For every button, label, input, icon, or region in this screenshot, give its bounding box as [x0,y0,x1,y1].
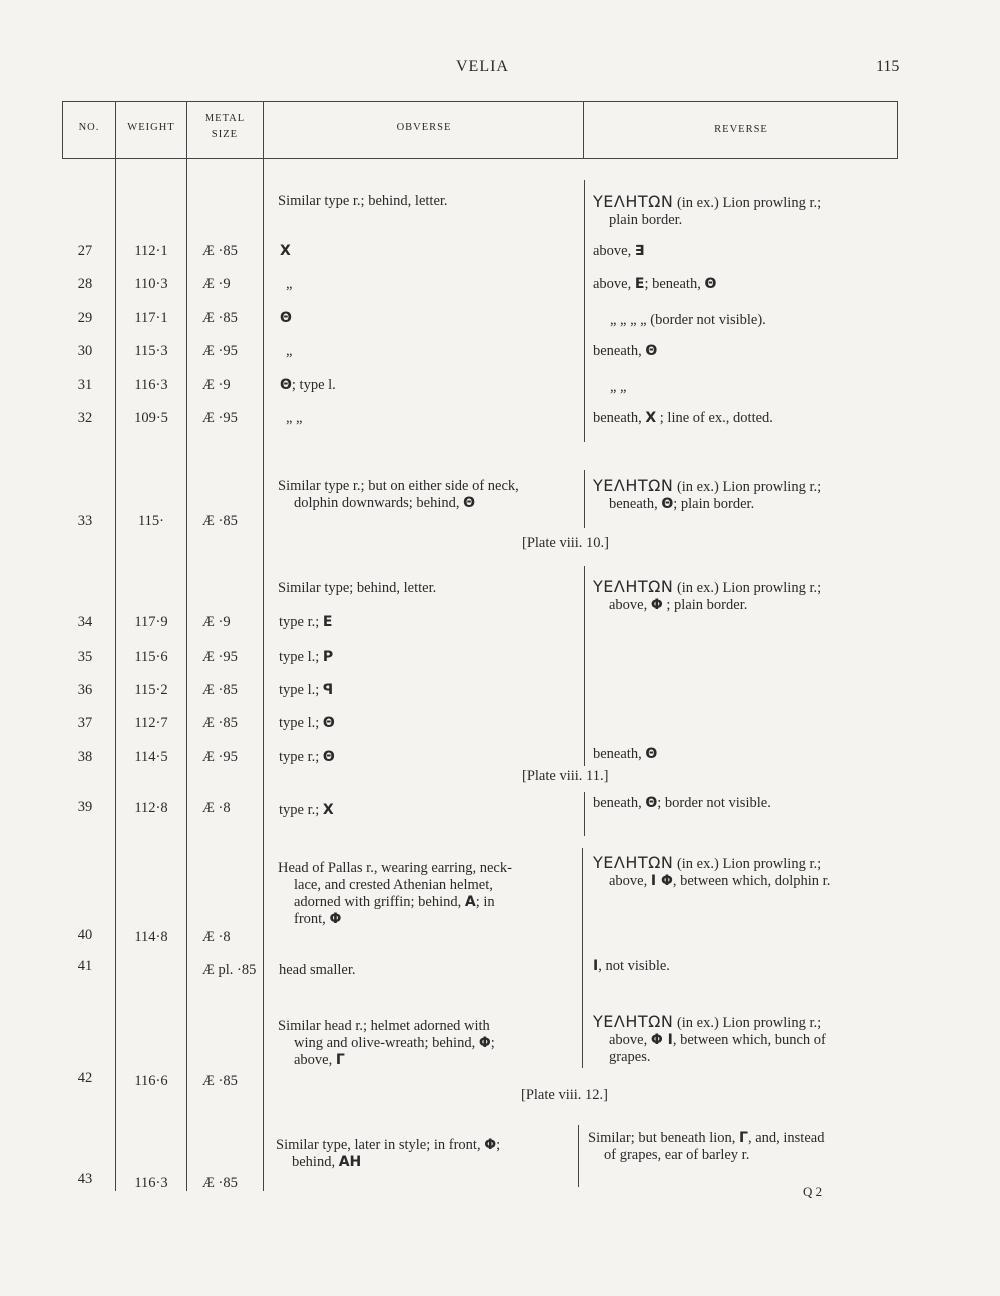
col-rule-3 [186,101,187,1191]
row-weight: 116·6 [134,1073,168,1089]
symbol: P [322,649,334,665]
row-weight: 109·5 [134,410,168,426]
obverse-cell: type r.; X [279,802,334,818]
symbol: X [280,243,291,259]
obverse-cell: „ [286,276,293,292]
reverse-text [593,193,893,229]
row-metal: Æ ·95 [202,649,238,665]
row-metal: Æ ·85 [202,1073,238,1089]
symbol: X [645,410,657,426]
block-divider [584,470,585,528]
col-head-size: SIZE [211,129,239,140]
obverse-text: Similar type r.; behind, letter. [278,193,448,209]
row-metal: Æ ·8 [202,800,231,816]
page-number: 115 [876,58,900,75]
symbol: Φ [329,911,342,927]
row-weight: 112·1 [134,243,168,259]
symbol: ΑΗ [338,1154,362,1170]
col-rule-4 [263,101,264,1191]
reverse-cell: beneath, Θ [593,746,658,762]
symbol: Θ [322,715,335,731]
symbol: Φ [650,597,663,613]
reverse-text: Similar; but beneath lion, Γ, and, instead of grapes, ear of barley r. [588,1130,825,1163]
signature-mark: Q 2 [803,1184,823,1199]
obverse-text: Similar type, later in style; in front, Φ; behind, ΑΗ [276,1137,501,1170]
symbol: Γ [739,1130,748,1146]
row-no: 42 [77,1070,93,1086]
row-weight: 115·3 [134,343,168,359]
obverse-cell: Θ; type l. [280,377,336,393]
row-metal: Æ pl. ·85 [202,962,257,978]
row-weight: 116·3 [134,377,168,393]
row-metal: Æ ·95 [202,749,238,765]
symbol: Θ [645,795,658,811]
row-metal: Æ ·85 [202,310,238,326]
obverse-cell: „ „ [286,410,303,426]
row-weight: 117·9 [134,614,168,630]
row-weight: 110·3 [134,276,168,292]
symbol: Θ [645,343,658,359]
symbol: Θ [322,749,335,765]
row-no: 30 [77,343,93,359]
col-rule-6 [897,101,898,158]
row-no: 36 [77,682,93,698]
block-divider [578,1125,579,1187]
row-no: 27 [77,243,93,259]
row-no: 29 [77,310,93,326]
block-divider [582,848,583,1068]
row-no: 28 [77,276,93,292]
obverse-cell: „ [286,343,293,359]
row-weight: 112·8 [134,800,168,816]
greek-legend: ΥΕΛΗΤΩΝ [593,577,674,596]
row-metal: Æ ·85 [202,243,238,259]
obverse-cell: type r.; E [279,614,333,630]
row-no: 32 [77,410,93,426]
row-no: 34 [77,614,93,630]
row-weight: 115·6 [134,649,168,665]
symbol: Ι Φ [650,873,673,889]
row-no: 37 [77,715,93,731]
row-no: 40 [77,927,93,943]
col-rule-1 [62,101,63,158]
block-divider [584,566,585,766]
row-metal: Æ ·9 [202,614,231,630]
row-metal: Æ ·85 [202,1175,238,1191]
symbol: Θ [463,495,476,511]
row-no: 35 [77,649,93,665]
obverse-text: Similar type; behind, letter. [278,580,437,596]
symbol: E [634,276,645,292]
reverse-text: ΥΕΛΗΤΩΝ (in ex.) Lion prowling r.; beneath, Θ; plain border. [593,476,822,512]
col-head-reverse: REVERSE [714,124,768,135]
row-no: 38 [77,749,93,765]
page-title: VELIA [456,58,509,75]
symbol: Θ [280,377,292,393]
symbol: Ι [593,958,599,974]
symbol: Φ Ι [650,1032,673,1048]
symbol: Γ [335,1052,345,1068]
row-weight: 115· [137,513,165,529]
obverse-cell: type l.; ꟼ [279,682,334,698]
symbol: X [322,802,334,818]
obverse-text: Head of Pallas r., wearing earring, neck- lace, and crested Athenian helmet, adorned with griffin; behind, A; in front, Φ [278,860,512,927]
symbol: Θ [280,310,292,326]
reverse-cell: beneath, Θ; border not visible. [593,795,771,811]
reverse-cell: beneath, Θ [593,343,658,359]
col-head-no: NO. [78,122,100,133]
obverse-text: Similar type r.; but on either side of neck, dolphin downwards; behind, Θ [278,478,519,511]
col-head-weight: WEIGHT [127,122,175,133]
plate-reference: [Plate viii. 12.] [521,1087,608,1103]
reverse-text: ΥΕΛΗΤΩΝ (in ex.) Lion prowling r.; above, Ι Φ, between which, dolphin r. [593,853,831,889]
block-divider [584,180,585,442]
row-metal: Æ ·9 [202,276,231,292]
reverse-cell: above, E; beneath, Θ [593,276,717,292]
greek-legend: ΥΕΛΗΤΩΝ [593,192,674,211]
obverse-cell: type l.; P [279,649,334,665]
reverse-line: (in ex.) Lion prowling r.; [676,195,822,211]
row-weight: 116·3 [134,1175,168,1191]
row-metal: Æ ·9 [202,377,231,393]
greek-legend: ΥΕΛΗΤΩΝ [593,476,674,495]
row-metal: Æ ·85 [202,682,238,698]
table-header-rule [62,158,898,159]
row-no: 39 [77,799,93,815]
col-head-metal: METAL [204,113,246,124]
plate-reference: [Plate viii. 11.] [522,768,609,784]
row-metal: Æ ·85 [202,715,238,731]
reverse-cell: Ι, not visible. [593,958,670,974]
obverse-cell: type l.; Θ [279,715,335,731]
row-no: 31 [77,377,93,393]
col-rule-5 [583,101,584,158]
row-no: 43 [77,1171,93,1187]
table-top-rule [62,101,898,102]
symbol: Φ [478,1035,491,1051]
row-weight: 117·1 [134,310,168,326]
row-metal: Æ ·85 [202,513,238,529]
row-metal: Æ ·95 [202,410,238,426]
symbol: Φ [484,1137,497,1153]
block-divider [584,792,585,836]
reverse-text: ΥΕΛΗΤΩΝ (in ex.) Lion prowling r.; above, Φ ; plain border. [593,577,822,613]
symbol: Θ [645,746,658,762]
row-weight: 114·5 [134,749,168,765]
reverse-cell: above, ∃ [593,243,645,259]
row-metal: Æ ·95 [202,343,238,359]
obverse-cell: type r.; Θ [279,749,335,765]
reverse-text: ΥΕΛΗΤΩΝ (in ex.) Lion prowling r.; above, Φ Ι, between which, bunch of grapes. [593,1012,826,1065]
plate-reference: [Plate viii. 10.] [522,535,609,551]
obverse-cell: head smaller. [279,962,356,978]
reverse-cell: „ „ [610,379,627,395]
symbol: Θ [704,276,717,292]
reverse-cell: „ „ „ „ (border not visible). [610,312,766,328]
obverse-text: Similar head r.; helmet adorned with wing and olive-wreath; behind, Φ; above, Γ [278,1018,495,1068]
reverse-line: plain border. [609,212,683,228]
greek-legend: ΥΕΛΗΤΩΝ [593,1012,674,1031]
symbol: ∃ [634,243,645,259]
row-metal: Æ ·8 [202,929,231,945]
row-weight: 112·7 [134,715,168,731]
symbol: E [322,614,333,630]
row-weight: 115·2 [134,682,168,698]
symbol: ꟼ [322,682,334,698]
row-no: 41 [77,958,93,974]
symbol: Θ [661,496,674,512]
row-no: 33 [77,513,93,529]
col-rule-2 [115,101,116,1191]
reverse-cell: beneath, X ; line of ex., dotted. [593,410,773,426]
greek-legend: ΥΕΛΗΤΩΝ [593,853,674,872]
obverse-cell [280,243,291,260]
row-weight: 114·8 [134,929,168,945]
col-head-obverse: OBVERSE [396,122,452,133]
symbol: A [464,894,476,910]
obverse-cell [280,310,292,327]
